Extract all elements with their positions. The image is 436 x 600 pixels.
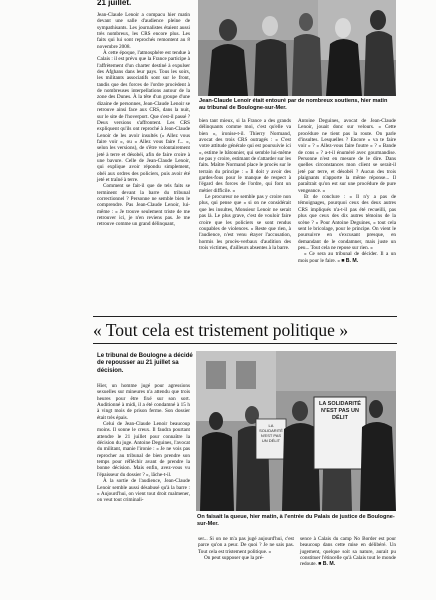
closing-quote: « Ce sera au tribunal de décider. Il a un mois pour le faire. »: [298, 251, 396, 264]
bottom-right-column: [300, 536, 396, 568]
paragraph: À cette époque, l'atmosphère est tendue à Calais : il est prévu que la France participe à l'affrètement d'un charter destiné à expulser des Afghans dans leur pays. Tous les soirs, les militants associatifs sont sur le front, tandis que des forces de l'ordre procèdent à de nombreuses interpellations autour de la zone des Dunes. À la tête d'un groupe d'une dizaine de personnes, Jean-Claude Lenoir se retrouve ainsi face aux CRS, dans la nuit, sur le site de l'hoverport. Que s'est-il passé ? Deux versions s'affrontent. Les CRS expliquent qu'ils ont reproché à Jean-Claude Lenoir de les avoir insultés (« Allez vous faire voir », ou « Allez vous faire f... », selon les versions), de s'être volontairement jeté à terre et désobéi, afin de faire croire à une bavure. Celle de Jean-Claude Lenoir, qui explique avoir répondu simplement, obéi aux ordres des policiers, puis avoir été jeté et traîné à terre.: [97, 50, 190, 183]
paragraph-text: sence à Calais du camp No Border est pour beaucoup dans cette mise en délibéré. Un jugement, quelque soit sa nature, aurait pu constituer l'étincelle qu'à Calais tout le monde redoute.: [300, 536, 396, 568]
headline-rule-bottom: [93, 343, 397, 344]
paragraph: [300, 536, 396, 568]
courthouse-queue-photo: [196, 351, 396, 511]
bottom-photo-caption: On faisait la queue, hier matin, à l'entrée du Palais de justice de Boulogne-sur-Mer.: [197, 514, 395, 527]
paragraph: ser... Si on ne m'a pas jugé aujourd'hui, c'est parce qu'on a peur. De quoi ? Je ne sais pas. Tout cela est tristement politique. »: [198, 536, 294, 555]
paragraph: Jean-Claude Lenoir a compacu hier matin devant une salle d'audience pleine de sympathisants. Les journalistes étaient aussi très nombreux, les CRS encore plus. Les faits qui lui sont reprochés remontent au 8 novembre 2008.: [97, 12, 190, 50]
paragraph: Antoine Deguines, avocat de Jean-Claude Lenoir, jouait donc sur velours. « Cette procédure ne tient pas la route. On parle d'insultes. Lesquelles ? Encore « va te faire voir » ? « Allez-vous faire foutre » ? « Bande de cons » ? a-t-il énuméré avec gourmandise. Personne n'est en mesure de le dire. Dans quelles circonstances mon client se serait-il jeté par terre, et désobéi ? Aucun des trois plaignants n'apporte la même réponse... Il paraîtrait qu'on est sur une procédure de pure vengeance. »: [298, 118, 396, 194]
paragraph: Comment se fait-il que de tels faits se terminent devant la barre du tribunal correctionnel ? Personne ne semble bien le comprendre. Pas Jean-Claude Lenoir, lui-même : « Je trouve seulement triste de me retrouver ici, je n'en reviens pas. Je me retrouve comme un grand délinquant,: [97, 183, 190, 228]
protest-sign-large: LA SOLIDARITÉ N'EST PAS UN DÉLIT: [319, 401, 361, 421]
lead-paragraph: Le tribunal de Boulogne a décidé de repousser au 21 juillet sa décision.: [97, 352, 193, 374]
article-middle-column: [199, 118, 291, 251]
paragraph: Le procureur ne semble pas y croire non plus, qui pense que « si on ne considérait que les insultes, Monsieur Lenoir ne serait pas là. Le plus grave, c'est de vouloir faire croire que les policiers se sont rendus coupables de violences. » Reste que rien, à l'audience, n'est venu étayer l'accusation, hormis les procès-verbaux d'audition des trois victimes, d'ailleurs absentes à la barre.: [199, 194, 291, 251]
paragraph: Hier, un homme jugé pour agressions sexuelles sur mineures n'a attendu que trois heures pour être fixé sur son sort. Auditionné à midi, il a été condamné à 15 h à vingt mois de prison ferme. Son dossier était très épais.: [97, 383, 190, 421]
paragraph: [298, 251, 396, 264]
bottom-middle-column: [198, 536, 294, 561]
court-supporters-photo: [198, 0, 396, 96]
paragraph: bien tant mieux, si la France a des grands délinquants comme moi, c'est qu'elle va bien », ironise-t-il. Thierry Normand, avocat des trois CRS outragés : « C'est votre attitude générale qui est poursuivie ici », estime le bâtonnier, qui semble lui-même ne pas y croire, estimant de s'attarder sur les faits. Maître Normand place le procès sur le terrain du principe : « Il doit y avoir des gardes-fous pour le manque de respect à l'égard des forces de l'ordre, qui font un métier difficile. »: [199, 118, 291, 194]
paragraph: À la sortie de l'audience, Jean-Claude Lenoir semble aussi désabusé qu'à la barre : « Aujourd'hui, on vient tout droit malmener, on veut tout criminali-: [97, 478, 190, 504]
bottom-left-column: [97, 383, 190, 504]
bottom-byline: ■ B. M.: [318, 561, 336, 568]
article-left-column: [97, 12, 190, 228]
paragraph: Celui de Jean-Claude Lenoir beaucoup moins. Il sonne le creux. Il faudra pourtant attendre le 21 juillet pour connaître la décision du juge. Antoine Deguines, l'avocat du militant, manie l'ironie : « Je ne vois pas reprocher au tribunal de bien prendre son temps pour réfléchir avant de prendre la bonne décision. Mais enfin, avez-vous vu l'épaisseur du dossier ? », lâche-t-il.: [97, 421, 190, 478]
top-fragment: 21 juillet.: [97, 0, 132, 7]
paragraph: On peut supposer que la pré-: [204, 555, 264, 562]
photo-caption: Jean-Claude Lenoir était entouré par de nombreux soutiens, hier matin au tribunal de Boulogne-sur-Mer.: [199, 98, 388, 111]
paragraph: Et de conclure : « Il n'y a pas de témoignages, pourquoi ceux des deux autres CRS impliqués n'a-t-il pas été recueilli, pas plus que ceux des dix autres témoins de la scène ? » Pour Antoine Deguines, « tout cela sent le bricolage, pour le principe. On vient le poursuivre en s'excusant presque, en demandant de le condamner, mais juste un peu... Tout cela ne repose sur rien. »: [298, 194, 396, 251]
headline-rule: [93, 316, 397, 317]
headline: « Tout cela est tristement politique »: [93, 320, 349, 340]
byline: ■ B. M.: [341, 257, 359, 264]
article-right-column: [298, 118, 396, 264]
protest-sign-small: LA SOLIDARITÉ N'EST PAS UN DÉLIT: [259, 423, 283, 443]
